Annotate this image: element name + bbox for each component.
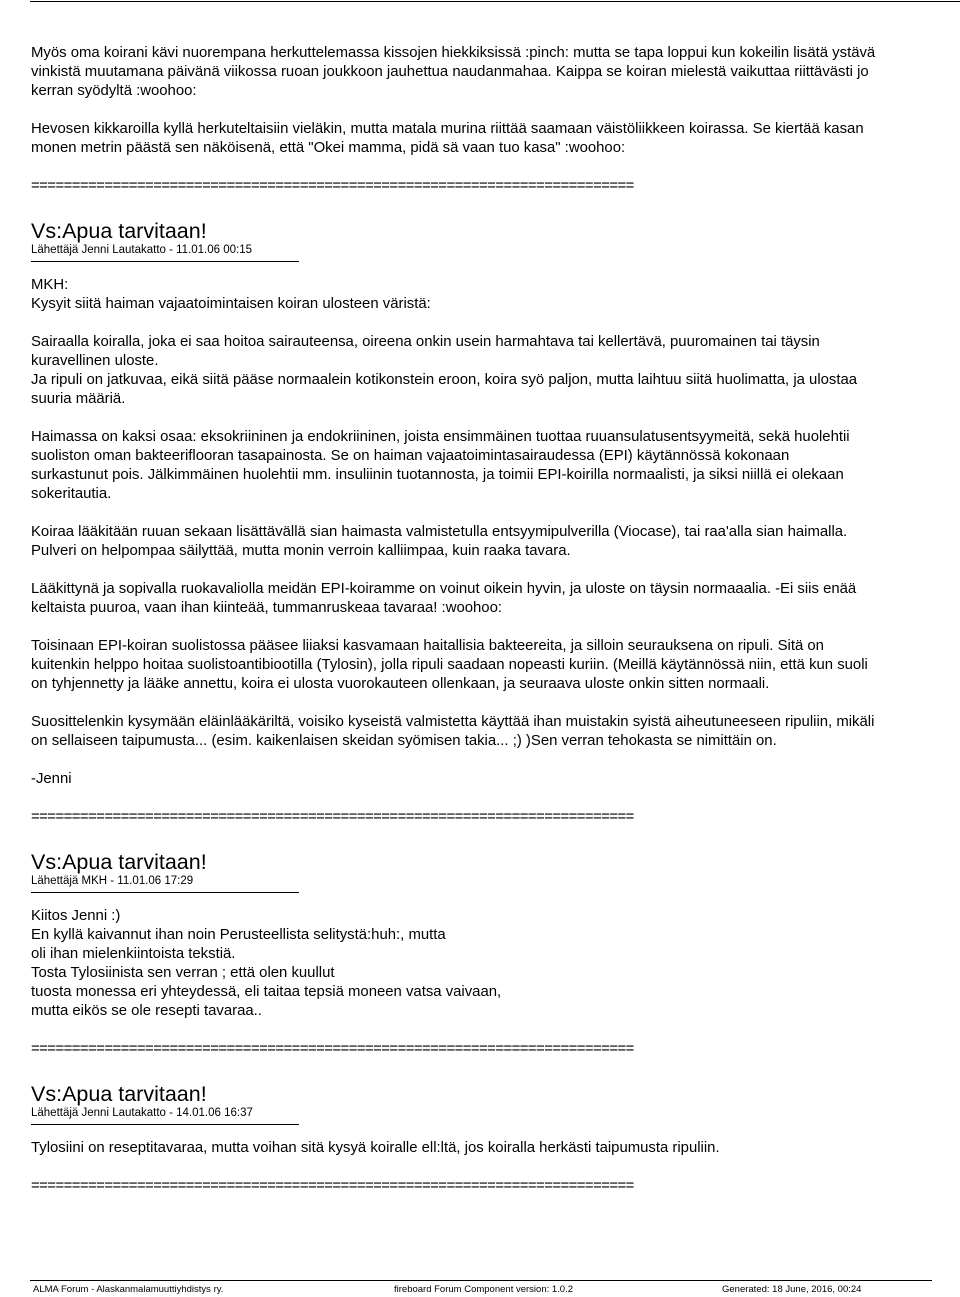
paragraph: Toisinaan EPI-koiran suolistossa pääsee liiaksi kasvamaan haitallisia bakteereita, ja silloin seurauksena on ripuli. Sitä on kuitenkin helppo hoitaa suolistoantibiootilla (Tylosin), jolla ripuli saadaan nopeasti kuriin. (Meillä käytännössä niin, että kun suoli on tyhjennetty ja lääke annettu, koira ei ulosta vuorokauteen ollenkaan, ja seuraava uloste onkin sitten normaali. [31, 638, 868, 692]
post-body [31, 1139, 960, 1158]
forum-post [31, 219, 960, 789]
paragraph: Myös oma koirani kävi nuorempana herkuttelemassa kissojen hiekkiksissä :pinch: mutta se tapa loppui kun kokeilin lisätä ystävä vinkistä muutamana päivänä viikossa ruoan joukkoon jauhettua naudanmahaa. Kaippa se koiran mielestä vaikuttaa riittävästi jo kerran syödyltä :woohoo: [31, 45, 876, 99]
post-title: Vs:Apua tarvitaan! [31, 1082, 207, 1106]
post-body [31, 276, 960, 789]
footer-component-version: fireboard Forum Component version: 1.0.2 [394, 1284, 574, 1295]
post-title: Vs:Apua tarvitaan! [31, 219, 207, 243]
post-body [31, 907, 960, 1021]
forum-post [31, 1082, 960, 1158]
paragraph: Hevosen kikkaroilla kyllä herkuteltaisiin vieläkin, mutta matala murina riittää saamaan väistöliikkeen koirassa. Se kiertää kasan monen metrin päästä sen näköisenä, että "Okei mamma, pidä sä vaan tuo kasa" :woohoo: [31, 121, 864, 156]
paragraph: Haimassa on kaksi osaa: eksokriininen ja endokriininen, joista ensimmäinen tuottaa ruuansulatusentsyymeitä, sekä huolehtii suoliston oman bakteeriflooran tasapainosta. Se on haiman vajaatoimintasairaudessa (EPI) käytännössä kokonaan surkastunut pois. Jälkimmäinen huolehtii mm. insuliinin tuotannosta, ja toimii EPI-koirilla normaalisti, ja siksi niillä ei olekaan sokeritautia. [31, 429, 850, 502]
post-meta: Lähettäjä MKH - 11.01.06 17:29 [31, 875, 194, 887]
paragraph: Sairaalla koiralla, joka ei saa hoitoa sairauteensa, oireena onkin usein harmahtava tai kellertävä, puuromainen tai täysin kuravellinen uloste. Ja ripuli on jatkuvaa, eikä siitä pääse normaalein kotikonstein eroon, koira syö paljon, mutta laihtuu siitä huolimatta, ja ulostaa suuria määriä. [31, 334, 858, 407]
post-separator: ========================================================================== [31, 1178, 634, 1194]
post-separator: ========================================================================== [31, 178, 634, 194]
paragraph: Suosittelenkin kysymään eläinlääkäriltä, voisiko kyseistä valmistetta käyttää ihan muistakin syistä aiheutuneeseen ripuliin, mikäli on sellaiseen taipumusta... (esim. kaikenlaisen skeidan syömisen takia... ;) )Sen verran tehokasta se nimittäin on. [31, 714, 875, 749]
post-header-rule [31, 261, 299, 262]
post-meta: Lähettäjä Jenni Lautakatto - 11.01.06 00:15 [31, 244, 253, 256]
footer-site-name: ALMA Forum - Alaskanmalamuuttiyhdistys ry. [33, 1284, 224, 1295]
forum-post [31, 850, 960, 1021]
signature: -Jenni [31, 771, 72, 787]
paragraph: Koiraa lääkitään ruuan sekaan lisättävällä sian haimasta valmistetulla entsyymipulverilla (Viocase), tai raa'alla sian haimalla. Pulveri on helpompaa säilyttää, mutta monin verroin kalliimpaa, kuin raaka tavara. [31, 524, 848, 559]
post-separator: ========================================================================== [31, 809, 634, 825]
post-header-rule [31, 892, 299, 893]
forum-thread [31, 44, 960, 1196]
post-header-rule [31, 1124, 299, 1125]
post-title: Vs:Apua tarvitaan! [31, 850, 207, 874]
post-separator: ========================================================================== [31, 1041, 634, 1057]
post-meta: Lähettäjä Jenni Lautakatto - 14.01.06 16:37 [31, 1107, 253, 1119]
intro-post-body [31, 44, 960, 158]
paragraph: Lääkittynä ja sopivalla ruokavaliolla meidän EPI-koiramme on voinut oikein hyvin, ja uloste on täysin normaaalia. -Ei siis enää keltaista puuroa, vaan ihan kiinteää, tummanruskeaa tavaraa! :woohoo: [31, 581, 857, 616]
footer-rule [30, 1280, 932, 1281]
top-rule [30, 1, 960, 2]
footer-generated-date: Generated: 18 June, 2016, 00:24 [722, 1284, 862, 1295]
paragraph: Tylosiini on reseptitavaraa, mutta voihan sitä kysyä koiralle ell:ltä, jos koiralla herkästi taipumusta ripuliin. [31, 1140, 720, 1156]
paragraph: Kiitos Jenni :) En kyllä kaivannut ihan noin Perusteellista selitystä:huh:, mutta oli ihan mielenkiintoista tekstiä. Tosta Tylosiinista sen verran ; että olen kuullut tuosta monessa eri yhteydessä, eli taitaa tepsiä moneen vatsa vaivaan, mutta eikös se ole resepti tavaraa.. [31, 908, 502, 1019]
paragraph: MKH: Kysyit siitä haiman vajaatoimintaisen koiran ulosteen väristä: [31, 277, 431, 312]
